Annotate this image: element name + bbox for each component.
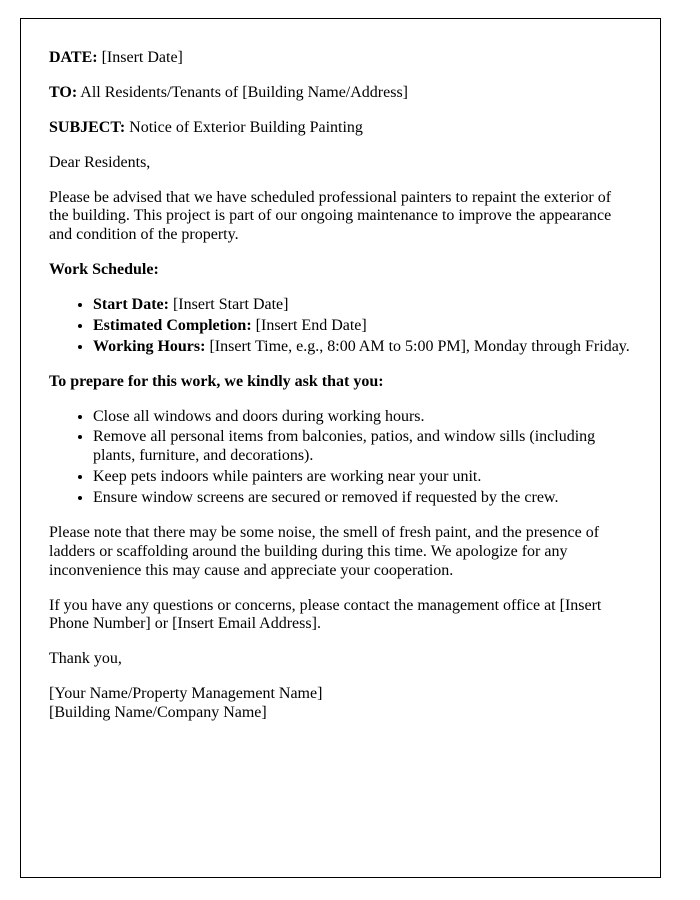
to-label: TO: (49, 83, 78, 101)
list-item (93, 338, 632, 357)
date-label: DATE: (49, 49, 98, 66)
signature-block (49, 685, 632, 723)
list-item (93, 317, 632, 336)
schedule-item-value: [Insert Time, e.g., 8:00 AM to 5:00 PM], Monday through Friday. (209, 337, 630, 355)
list-item: • Keep pets indoors while painters are working near your unit. (93, 468, 632, 487)
schedule-item-label: Start Date: (93, 296, 169, 313)
note-paragraph: Please note that there may be some noise, the smell of fresh paint, and the presence of ladders or scaffolding around the building during this time. We apologize for any inconvenience this may cause and appreciate your cooperation. (49, 523, 600, 579)
work-schedule-heading (49, 261, 632, 280)
date-line (49, 49, 632, 68)
salutation: Dear Residents, (49, 153, 151, 171)
prepare-list (49, 408, 632, 508)
list-item: • Close all windows and doors during working hours. (93, 408, 632, 427)
subject-value: Notice of Exterior Building Painting (129, 118, 363, 136)
letter-page (20, 18, 661, 878)
prepare-heading-text: To prepare for this work, we kindly ask that you: (49, 372, 384, 390)
signature-line-2: [Building Name/Company Name] (49, 704, 267, 721)
to-line (49, 84, 632, 103)
contact-paragraph: If you have any questions or concerns, please contact the management office at [Insert Phone Number] or [Insert Email Address]. (49, 596, 602, 633)
to-value: All Residents/Tenants of [Building Name/Address] (80, 83, 408, 101)
subject-label: SUBJECT: (49, 118, 126, 136)
work-schedule-heading-text: Work Schedule: (49, 261, 159, 279)
list-item (93, 296, 632, 315)
closing-line: Thank you, (49, 650, 122, 668)
work-schedule-list (49, 296, 632, 357)
subject-line (49, 119, 632, 138)
date-value: [Insert Date] (101, 49, 183, 66)
list-item: • Ensure window screens are secured or removed if requested by the crew. (93, 489, 632, 508)
schedule-item-label: Estimated Completion: (93, 316, 252, 334)
schedule-item-value: [Insert Start Date] (172, 296, 289, 313)
list-item: • Remove all personal items from balconies, patios, and window sills (including plants, furniture, and decorations). (93, 428, 632, 466)
schedule-item-label: Working Hours: (93, 337, 206, 355)
schedule-item-value: [Insert End Date] (255, 316, 367, 334)
prepare-heading (49, 373, 632, 392)
signature-line-1: [Your Name/Property Management Name] (49, 685, 323, 703)
intro-paragraph: Please be advised that we have scheduled professional painters to repaint the exterior of the building. This project is part of our ongoing maintenance to improve the appearance and condition of the property. (49, 188, 612, 244)
